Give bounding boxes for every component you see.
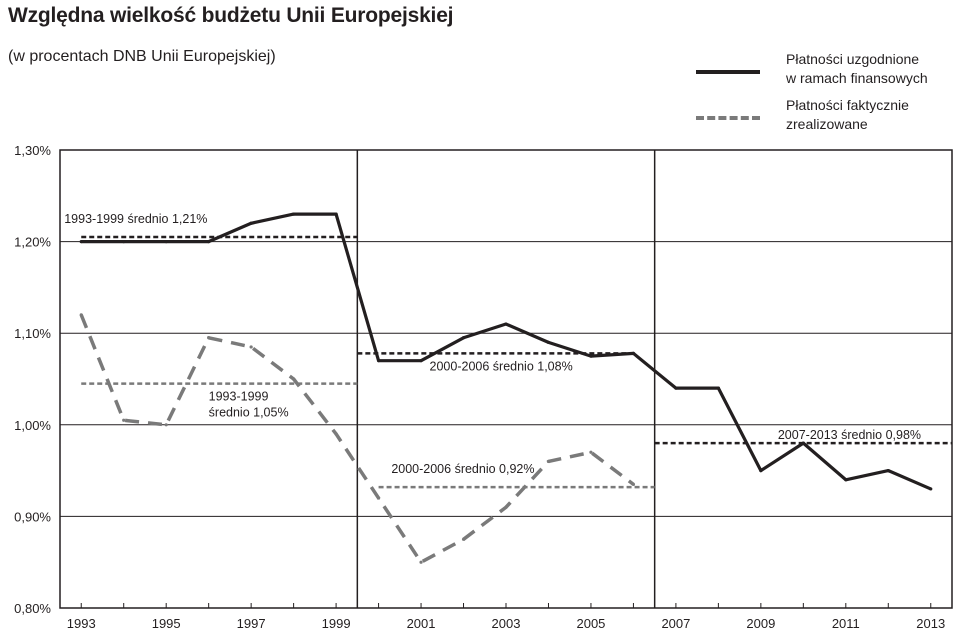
data-point-agreed: [589, 355, 592, 358]
data-point-agreed: [929, 487, 932, 490]
data-point-actual: [547, 460, 550, 463]
data-point-agreed: [462, 336, 465, 339]
y-tick-label: 1,20%: [14, 234, 51, 250]
average-label: 2007-2013 średnio 0,98%: [777, 428, 922, 443]
x-tick-label: 2009: [746, 616, 776, 631]
x-tick-label: 2005: [576, 616, 606, 631]
data-point-agreed: [165, 240, 168, 243]
data-point-agreed: [250, 222, 253, 225]
y-tick-label: 1,30%: [14, 143, 51, 158]
data-point-agreed: [419, 359, 422, 362]
y-tick-label: 0,80%: [14, 601, 51, 616]
chart-title: Względna wielkość budżetu Unii Europejskiej: [8, 4, 454, 27]
data-point-agreed: [80, 240, 83, 243]
average-label: średnio 1,05%: [208, 405, 289, 420]
legend-label-actual-line-2: zrealizowane: [786, 116, 868, 132]
data-point-agreed: [844, 478, 847, 481]
average-label: 2000-2006 średnio 1,08%: [429, 359, 573, 374]
data-point-actual: [462, 538, 465, 541]
y-tick-label: 1,10%: [14, 326, 51, 342]
average-label: 2000-2006 średnio 0,92%: [391, 462, 535, 477]
x-tick-label: 2011: [831, 616, 860, 631]
data-point-agreed: [632, 352, 635, 355]
data-point-agreed: [759, 469, 762, 472]
data-point-actual: [377, 496, 380, 499]
data-point-actual: [589, 451, 592, 454]
x-tick-label: 1993: [66, 616, 96, 631]
x-tick-label: 1999: [321, 616, 351, 631]
legend-label-agreed-line-1: Płatności uzgodnione: [786, 51, 920, 67]
data-point-agreed: [674, 387, 677, 390]
data-point-agreed: [504, 322, 507, 325]
y-tick-label: 1,00%: [14, 417, 51, 433]
x-tick-label: 1997: [236, 616, 266, 631]
data-point-actual: [292, 377, 295, 380]
x-tick-label: 1995: [151, 616, 181, 631]
data-point-actual: [80, 313, 83, 316]
chart-subtitle: (w procentach DNB Unii Europejskiej): [8, 48, 276, 65]
data-point-actual: [334, 432, 337, 435]
data-point-actual: [250, 345, 253, 348]
data-point-agreed: [377, 359, 380, 362]
data-point-agreed: [547, 341, 550, 344]
data-point-agreed: [207, 240, 210, 243]
data-point-agreed: [122, 240, 125, 243]
series-line-agreed-payments: [81, 214, 931, 489]
y-tick-label: 0,90%: [14, 509, 51, 525]
data-point-actual: [207, 336, 210, 339]
data-point-actual: [165, 423, 168, 426]
data-point-agreed: [887, 469, 890, 472]
legend-label-agreed-line-2: w ramach finansowych: [786, 70, 928, 86]
data-point-actual: [504, 506, 507, 509]
average-label: 1993-1999: [208, 389, 269, 404]
x-tick-label: 2007: [661, 616, 691, 631]
data-point-agreed: [292, 213, 295, 216]
data-point-actual: [122, 419, 125, 422]
data-point-actual: [632, 483, 635, 486]
data-point-agreed: [334, 213, 337, 216]
x-tick-label: 2013: [916, 616, 946, 631]
x-tick-label: 2001: [406, 616, 436, 631]
data-point-agreed: [717, 387, 720, 390]
x-tick-label: 2003: [491, 616, 521, 631]
legend-label-actual-line-1: Płatności faktycznie: [786, 97, 909, 113]
data-point-actual: [419, 561, 422, 564]
average-label: 1993-1999 średnio 1,21%: [64, 212, 208, 227]
